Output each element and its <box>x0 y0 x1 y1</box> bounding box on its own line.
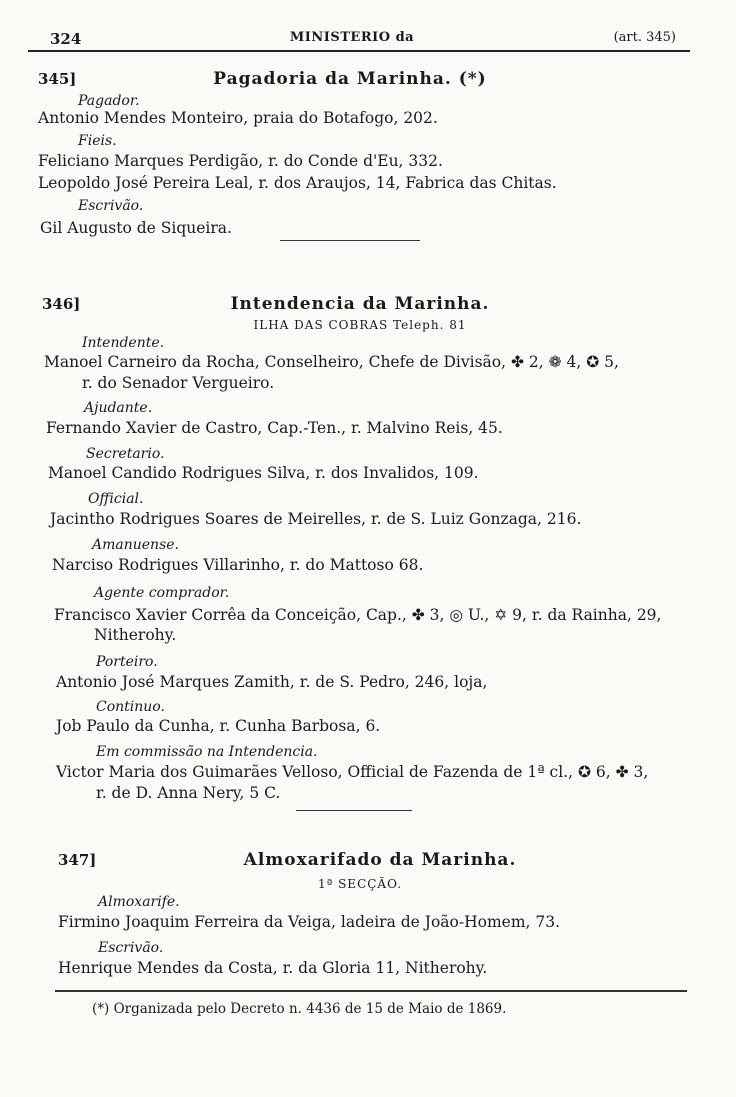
section-divider <box>296 810 412 811</box>
section-title-345: Pagadoria da Marinha. (*) <box>213 69 487 89</box>
page-number: 324 <box>50 30 82 48</box>
entry-line: Leopoldo José Pereira Leal, r. dos Araujos, 14, Fabrica das Chitas. <box>38 174 557 192</box>
role-label: Intendente. <box>82 335 165 351</box>
entry-line: Francisco Xavier Corrêa da Conceição, Cap., ✤ 3, ◎ U., ✡ 9, r. da Rainha, 29, <box>54 606 662 624</box>
entry-line: Manoel Carneiro da Rocha, Conselheiro, Chefe de Divisão, ✤ 2, ❁ 4, ✪ 5, <box>44 353 619 371</box>
entry-line: Victor Maria dos Guimarães Velloso, Official de Fazenda de 1ª cl., ✪ 6, ✤ 3, <box>56 763 649 781</box>
section-number-346: 346] <box>42 295 81 313</box>
role-label: Secretario. <box>86 446 165 462</box>
running-title: MINISTERIO da <box>289 30 415 45</box>
entry-line: Jacintho Rodrigues Soares de Meirelles, r. de S. Luiz Gonzaga, 216. <box>50 510 582 528</box>
entry-line: Job Paulo da Cunha, r. Cunha Barbosa, 6. <box>56 717 381 735</box>
role-label: Fieis. <box>78 133 117 149</box>
entry-line: Manoel Candido Rodrigues Silva, r. dos Invalidos, 109. <box>48 464 479 482</box>
role-label: Porteiro. <box>96 654 158 670</box>
entry-line-continued: r. de D. Anna Nery, 5 C. <box>96 784 281 802</box>
section-subtitle-347: 1ª SECÇÃO. <box>317 877 403 891</box>
entry-line: Henrique Mendes da Costa, r. da Gloria 11, Nitherohy. <box>58 959 488 977</box>
entry-line-continued: Nitherohy. <box>94 626 177 644</box>
role-label: Escrivão. <box>98 940 164 956</box>
entry-line: Antonio Mendes Monteiro, praia do Botafogo, 202. <box>38 109 438 127</box>
entry-line: Feliciano Marques Perdigão, r. do Conde d'Eu, 332. <box>38 152 443 170</box>
section-title-347: Almoxarifado da Marinha. <box>243 850 517 870</box>
header-rule <box>28 50 690 52</box>
entry-line-continued: r. do Senador Vergueiro. <box>82 374 275 392</box>
section-divider <box>280 240 420 241</box>
footnote: (*) Organizada pelo Decreto n. 4436 de 15 de Maio de 1869. <box>92 1001 507 1017</box>
role-label: Amanuense. <box>92 537 179 553</box>
section-subtitle-346: ILHA DAS COBRAS Teleph. 81 <box>253 318 467 332</box>
entry-line: Firmino Joaquim Ferreira da Veiga, ladeira de João-Homem, 73. <box>58 913 561 931</box>
role-label: Pagador. <box>78 93 140 109</box>
article-reference: (art. 345) <box>613 30 676 45</box>
footnote-rule <box>55 990 687 992</box>
role-label: Continuo. <box>96 699 165 715</box>
entry-line: Antonio José Marques Zamith, r. de S. Pedro, 246, loja, <box>56 673 488 691</box>
section-title-346: Intendencia da Marinha. <box>230 294 490 314</box>
entry-line: Gil Augusto de Siqueira. <box>40 219 232 237</box>
role-label: Official. <box>88 491 144 507</box>
role-label: Agente comprador. <box>94 585 230 601</box>
role-label: Almoxarife. <box>98 894 180 910</box>
role-label: Em commissão na Intendencia. <box>96 744 318 760</box>
running-header <box>28 27 676 49</box>
role-label: Escrivão. <box>78 198 144 214</box>
entry-line: Narciso Rodrigues Villarinho, r. do Mattoso 68. <box>52 556 424 574</box>
section-number-345: 345] <box>38 70 77 88</box>
entry-line: Fernando Xavier de Castro, Cap.-Ten., r. Malvino Reis, 45. <box>46 419 503 437</box>
role-label: Ajudante. <box>84 400 153 416</box>
section-number-347: 347] <box>58 851 97 869</box>
